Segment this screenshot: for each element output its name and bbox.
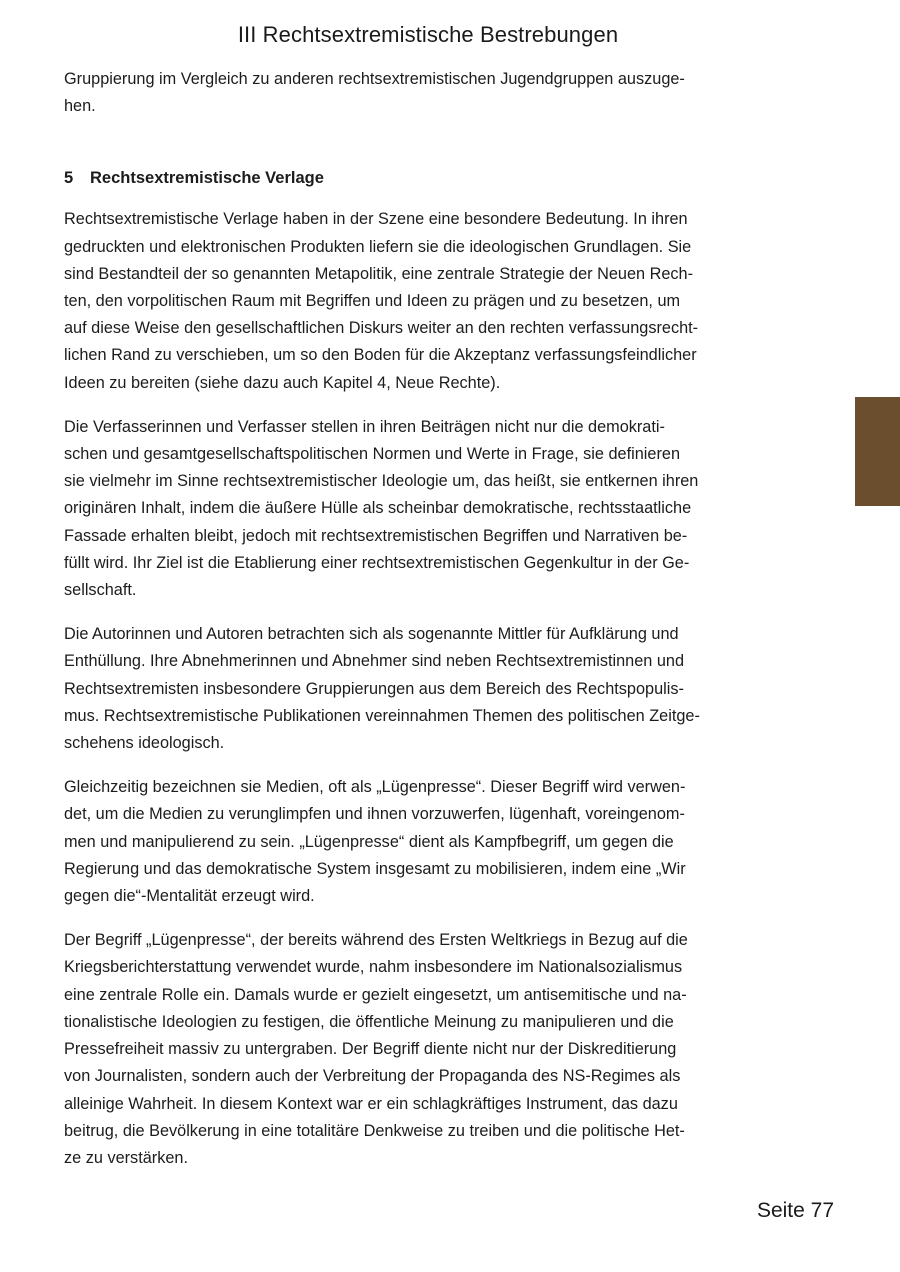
text-line: Regierung und das demokratische System insgesamt zu mobilisieren, indem eine „Wir (64, 859, 686, 878)
text-line: ten, den vorpolitischen Raum mit Begriffen und Ideen zu prägen und zu besetzen, um (64, 292, 681, 311)
text-line: auf diese Weise den gesellschaftlichen Diskurs weiter an den rechten verfassungsrecht- (64, 319, 699, 338)
paragraph-3 (64, 621, 790, 757)
text-line: Ideen zu bereiten (siehe dazu auch Kapitel 4, Neue Rechte). (64, 373, 501, 392)
text-line: Die Autorinnen und Autoren betrachten sich als sogenannte Mittler für Aufklärung und (64, 625, 679, 644)
text-line: sellschaft. (64, 581, 137, 600)
text-line: hen. (64, 97, 96, 116)
text-line: men und manipulierend zu sein. „Lügenpresse“ dient als Kampfbegriff, um gegen die (64, 832, 674, 851)
paragraph-5 (64, 927, 790, 1172)
text-line: beitrug, die Bevölkerung in eine totalitäre Denkweise zu treiben und die politische Het- (64, 1121, 685, 1140)
paragraph-2 (64, 414, 790, 604)
text-line: Rechtsextremistische Verlage haben in der Szene eine besondere Bedeutung. In ihren (64, 210, 688, 229)
paragraph-4 (64, 774, 790, 910)
text-line: mus. Rechtsextremistische Publikationen vereinnahmen Themen des politischen Zeitge- (64, 706, 700, 725)
chapter-tab-marker (855, 397, 900, 506)
text-line: lichen Rand zu verschieben, um so den Boden für die Akzeptanz verfassungsfeindlicher (64, 346, 697, 365)
section-number: 5 (64, 169, 74, 188)
text-line: Gruppierung im Vergleich zu anderen rechtsextremistischen Jugendgruppen auszuge- (64, 70, 685, 88)
text-line: Rechtsextremisten insbesondere Gruppierungen aus dem Bereich des Rechtspopulis- (64, 679, 684, 698)
page-body (64, 66, 790, 1172)
text-line: von Journalisten, sondern auch der Verbreitung der Propaganda des NS-Regimes als (64, 1067, 681, 1086)
text-line: gedruckten und elektronischen Produkten liefern sie die ideologischen Grundlagen. Sie (64, 237, 692, 256)
text-line: Pressefreiheit massiv zu untergraben. Der Begriff diente nicht nur der Diskreditierung (64, 1040, 677, 1059)
text-line: sind Bestandteil der so genannten Metapolitik, eine zentrale Strategie der Neuen Rech- (64, 264, 694, 283)
text-line: schen und gesamtgesellschaftspolitischen Normen und Werte in Frage, sie definieren (64, 445, 681, 464)
text-line: det, um die Medien zu verunglimpfen und ihnen vorzuwerfen, lügenhaft, voreingenom- (64, 805, 685, 824)
text-line: füllt wird. Ihr Ziel ist die Etablierung einer rechtsextremistischen Gegenkultur in der Ge- (64, 553, 690, 572)
text-line: originären Inhalt, indem die äußere Hülle als scheinbar demokratische, rechtsstaatliche (64, 499, 692, 518)
text-line: eine zentrale Rolle ein. Damals wurde er gezielt eingesetzt, um antisemitische und na- (64, 985, 687, 1004)
text-line: schehens ideologisch. (64, 734, 225, 753)
text-line: Gleichzeitig bezeichnen sie Medien, oft als „Lügenpresse“. Dieser Begriff wird verwen- (64, 778, 686, 797)
section-title: Rechtsextremistische Verlage (90, 169, 324, 188)
text-line: ze zu verstärken. (64, 1148, 188, 1167)
text-line: Enthüllung. Ihre Abnehmerinnen und Abnehmer sind neben Rechtsextremistinnen und (64, 652, 685, 671)
text-line: Die Verfasserinnen und Verfasser stellen in ihren Beiträgen nicht nur die demokrati- (64, 417, 665, 436)
intro-paragraph (64, 66, 790, 120)
text-line: alleinige Wahrheit. In diesem Kontext war er ein schlagkräftiges Instrument, das dazu (64, 1094, 678, 1113)
text-line: gegen die“-Mentalität erzeugt wird. (64, 887, 315, 906)
section-heading (64, 165, 790, 192)
page-number: Seite 77 (756, 1199, 834, 1222)
text-line: Kriegsberichterstattung verwendet wurde, nahm insbesondere im Nationalsozialismus (64, 958, 683, 977)
text-line: tionalistische Ideologien zu festigen, die öffentliche Meinung zu manipulieren und die (64, 1012, 674, 1031)
text-line: sie vielmehr im Sinne rechtsextremistischer Ideologie um, das heißt, sie entkernen ihren (64, 472, 699, 491)
paragraph-1 (64, 206, 790, 396)
running-header: III Rechtsextremistische Bestrebungen (237, 22, 619, 47)
text-line: Fassade erhalten bleibt, jedoch mit rechtsextremistischen Begriffen und Narrativen be- (64, 526, 688, 545)
text-line: Der Begriff „Lügenpresse“, der bereits während des Ersten Weltkriegs in Bezug auf die (64, 931, 688, 950)
